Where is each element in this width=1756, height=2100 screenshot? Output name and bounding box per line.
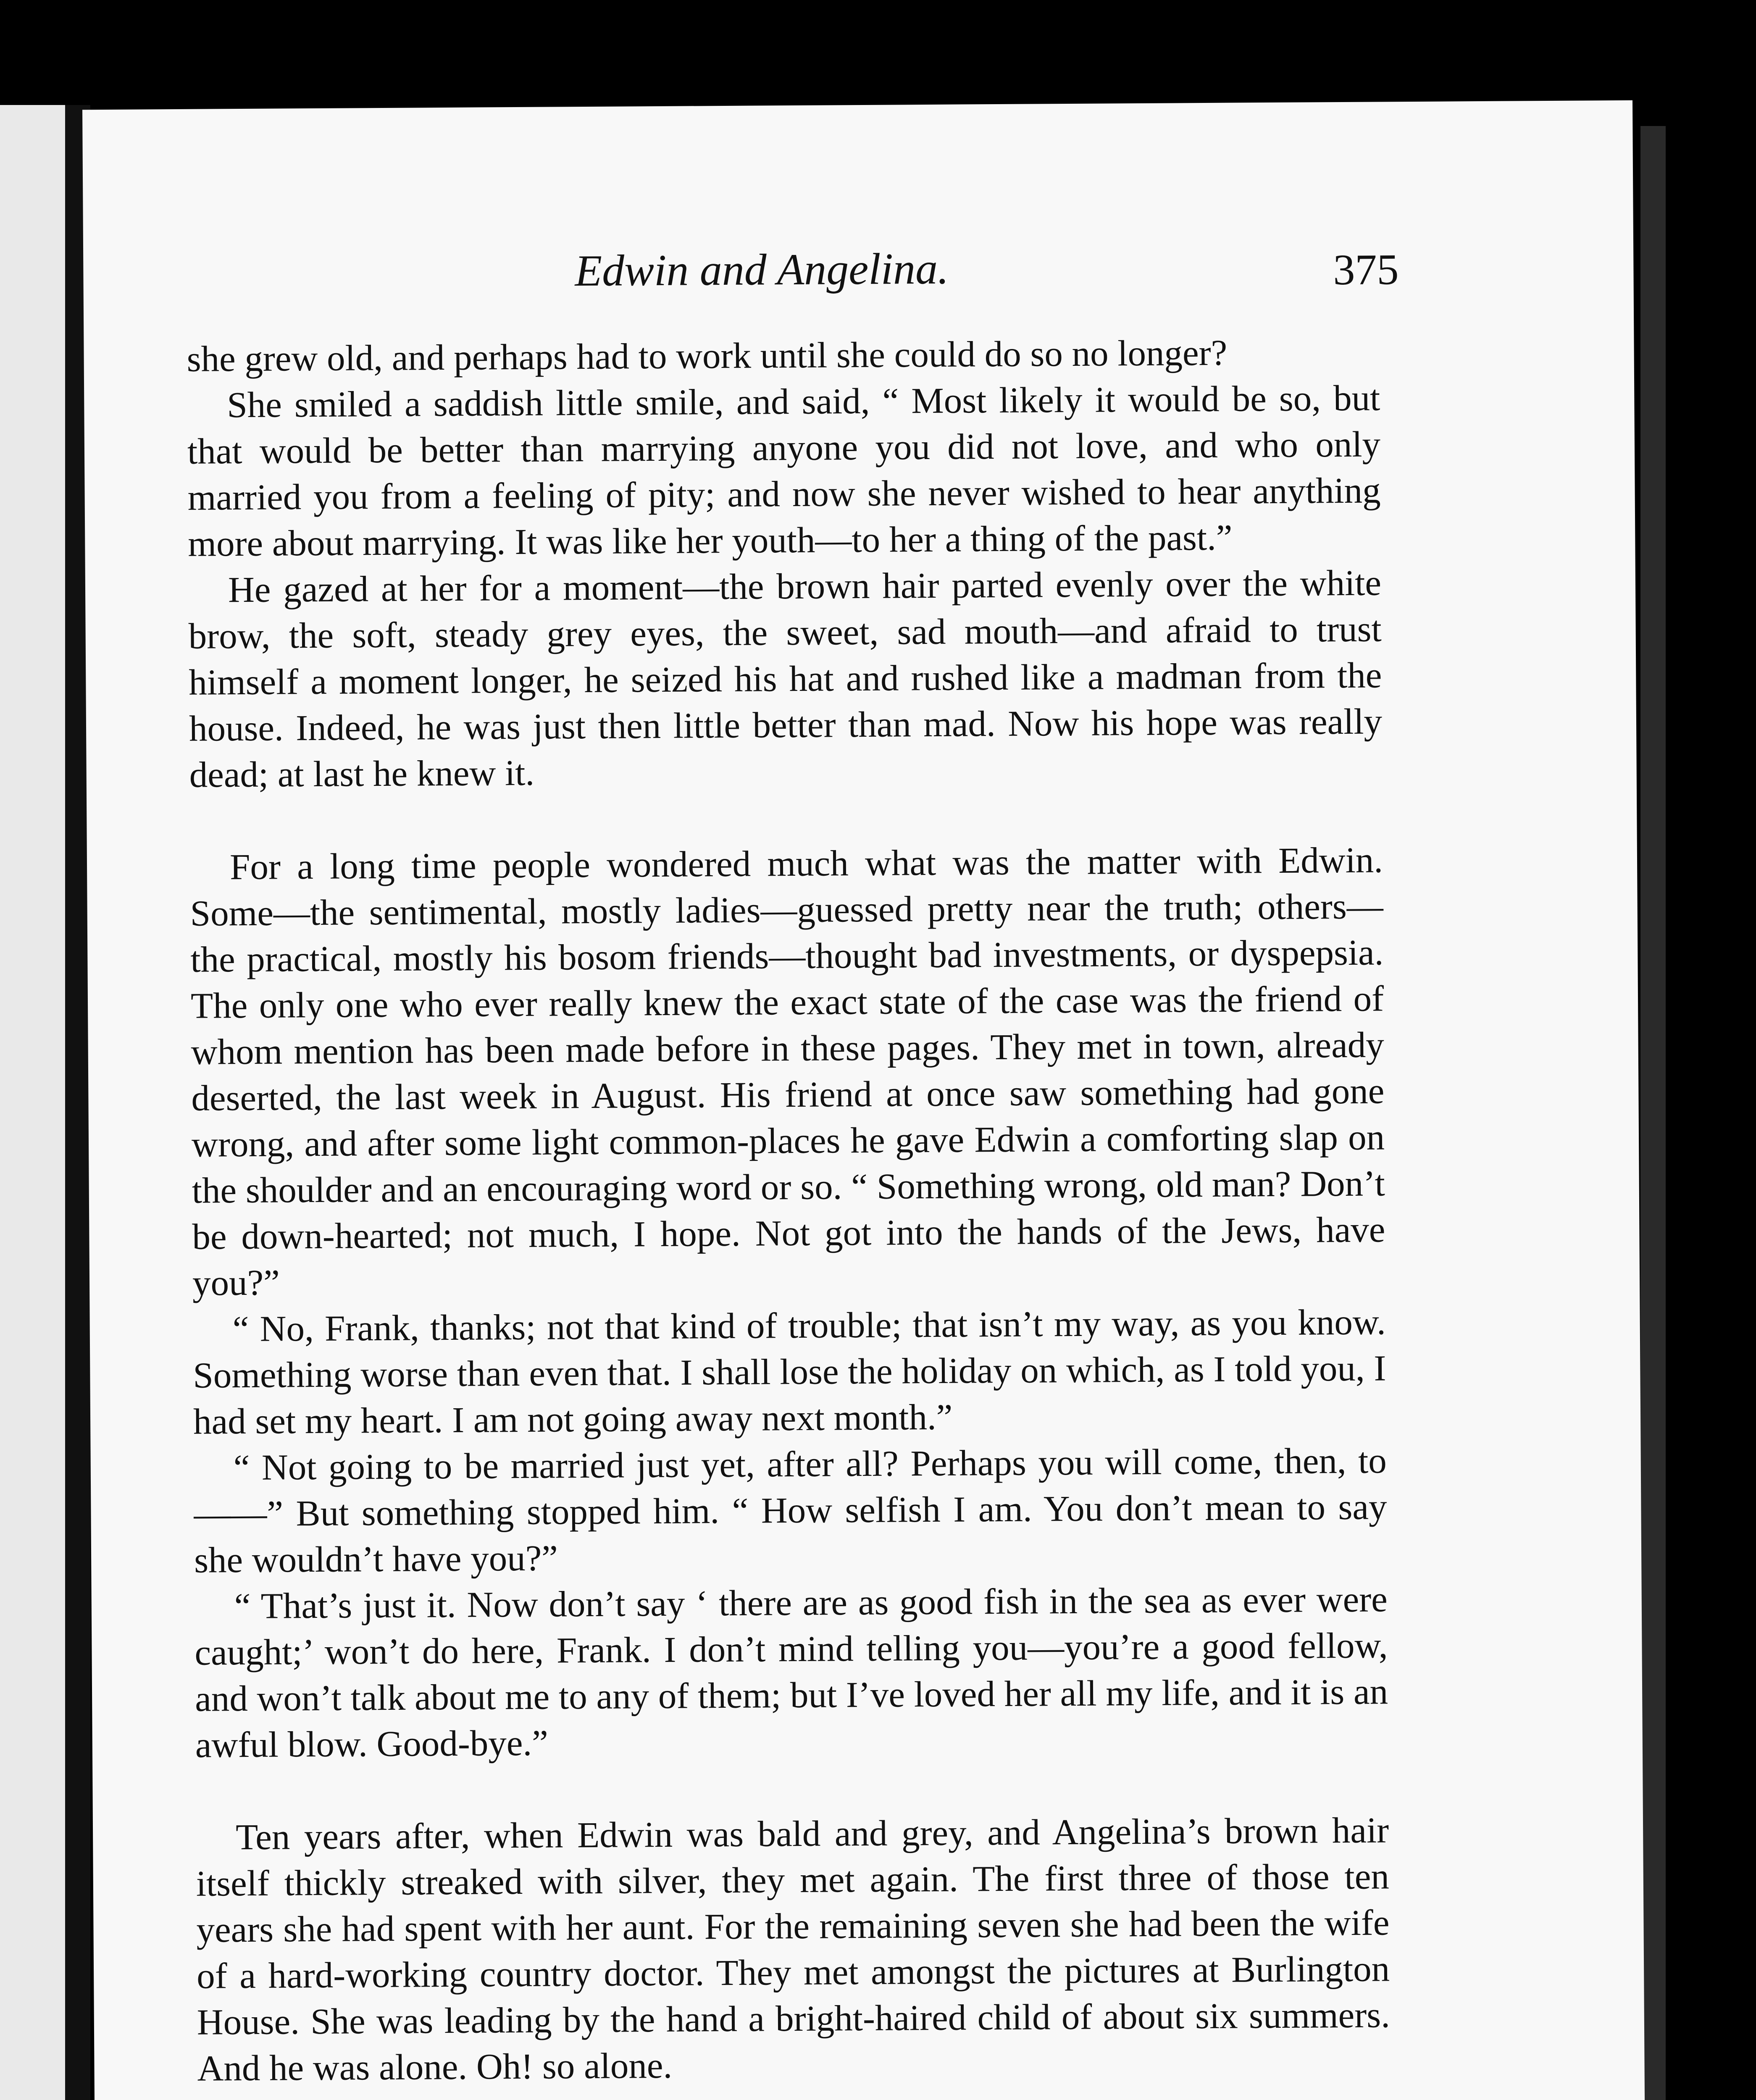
paragraph: For a long time people wondered much what was the matter with Edwin. Some—the sentimental, mostly ladies—guessed pretty near the truth; others—the practical, mostly his bosom friends—thought bad investments, or dyspepsia. The only one who ever really knew the exact state of the case was the friend of whom mention has been made before in these pages. They met in town, already deserted, the last week in August. His friend at once saw something had gone wrong, and after some light common-places he gave Edwin a comforting slap on the shoulder and an encouraging word or so. “ Something wrong, old man? Don’t be down-hearted; not much, I hope. Not got into the hands of the Jews, have you?”: [190, 839, 1385, 1303]
page-stack-edge: [1640, 126, 1666, 2100]
paragraph: Ten years after, when Edwin was bald and grey, and Angelina’s brown hair itself thickly streaked with silver, they met again. The first three of those ten years she had spent with her aunt. For the remaining seven she had been the wife of a hard-working country doctor. They met amongst the pictures at Burlington House. She was leading by the hand a bright-haired child of about six summers. And he was alone. Oh! so alone.: [196, 1809, 1391, 2089]
book-page: [82, 100, 1648, 2100]
paragraph: She smiled a saddish little smile, and said, “ Most likely it would be so, but that would be better than marrying anyone you did not love, and who only married you from a feeling of pity; and now she never wished to hear anything more about marrying. It was like her youth—to her a thing of the past.”: [187, 377, 1381, 564]
paragraph: He gazed at her for a moment—the brown hair parted evenly over the white brow, the soft, steady grey eyes, the sweet, sad mouth—and afraid to trust himself a moment longer, he seized his hat and rushed like a madman from the house. Indeed, he was just then little better than mad. Now his hope was really dead; at last he knew it.: [188, 562, 1383, 795]
page-number: 375: [1333, 245, 1399, 294]
paragraph: “ That’s just it. Now don’t say ‘ there are as good fish in the sea as ever were caught;’ won’t do here, Frank. I don’t mind telling you—you’re a good fellow, and won’t talk about me to any of them; but I’ve loved her all my life, and it is an awful blow. Good-bye.”: [195, 1578, 1388, 1765]
body-text: [187, 328, 1390, 2091]
paragraph: she grew old, and perhaps had to work until she could do so no longer?: [187, 332, 1228, 379]
page-header: [83, 239, 1634, 307]
running-title: Edwin and Angelina.: [575, 244, 949, 296]
paragraph: “ No, Frank, thanks; not that kind of trouble; that isn’t my way, as you know. Something worse than even that. I shall lose the holiday on which, as I told you, I had set my heart. I am not going away next month.”: [193, 1301, 1386, 1442]
previous-page-edge: [0, 105, 65, 2100]
paragraph: “ Not going to be married just yet, after all? Perhaps you will come, then, to ——” But something stopped him. “ How selfish I am. You don’t mean to say she wouldn’t have you?”: [194, 1440, 1387, 1580]
